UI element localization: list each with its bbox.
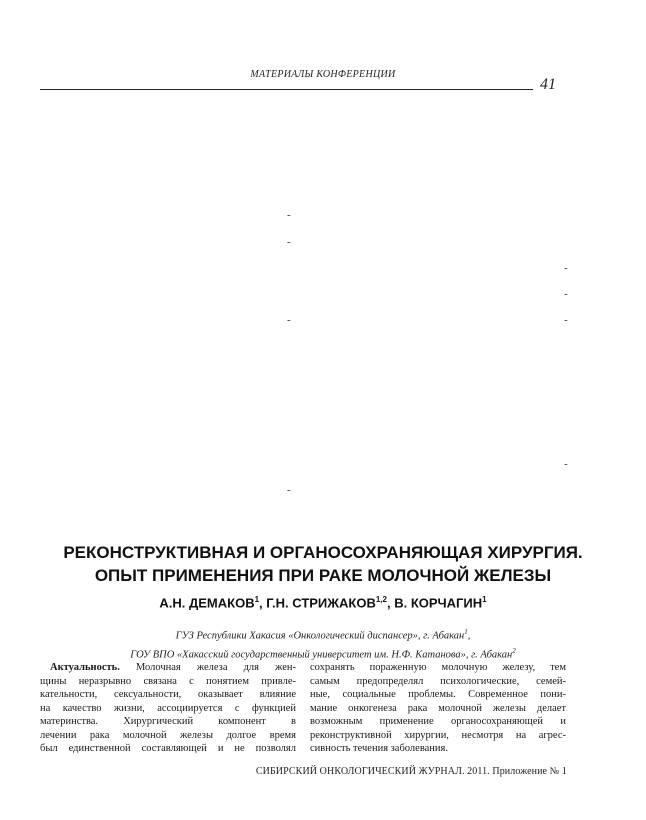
author-affiliation-sup: 1 xyxy=(482,595,487,604)
authors xyxy=(0,595,646,610)
page-number: 41 xyxy=(540,76,556,93)
affiliation-sup: 1 xyxy=(464,628,468,636)
body-line: был единственной составляющей и не позволял xyxy=(40,743,296,754)
affiliation-text: ГОУ ВПО «Хакасский государственный университет им. Н.Ф. Катанова», г. Абакан xyxy=(130,649,513,660)
journal-footer: СИБИРСКИЙ ОНКОЛОГИЧЕСКИЙ ЖУРНАЛ. 2011. Приложение № 1 xyxy=(255,766,567,777)
body-line: сохранять пораженную молочную железу, тем xyxy=(310,662,566,673)
author-affiliation-sup: 1,2 xyxy=(375,595,387,604)
author-affiliation-sup: 1 xyxy=(254,595,260,604)
stray-dash-mark: - xyxy=(287,484,291,496)
stray-dash-mark: - xyxy=(564,314,568,326)
body-line: возможным применение органосохраняющей и xyxy=(310,716,566,727)
stray-dash-mark: - xyxy=(564,458,568,470)
author-separator: , xyxy=(259,595,267,611)
body-line: кательности, сексуальности, оказывает влияние xyxy=(40,689,296,700)
body-line: сивность течения заболевания. xyxy=(310,743,448,754)
body-line: лечении рака молочной железы долгое время xyxy=(40,729,296,741)
body-line: реконструктивной хирургии, несмотря на агрес- xyxy=(310,729,566,741)
running-head: МАТЕРИАЛЫ КОНФЕРЕНЦИИ xyxy=(250,69,396,80)
affiliation-tail: , xyxy=(467,630,471,642)
affiliation-sup: 2 xyxy=(512,646,516,655)
stray-dash-mark: - xyxy=(564,288,568,300)
author-name: В. КОРЧАГИН xyxy=(394,595,483,611)
body-line: мание онкогенеза рака молочной железы делает xyxy=(310,702,566,714)
body-line: ные, социальные проблемы. Современное пони- xyxy=(310,689,566,700)
body-line: Актуальность. Молочная железа для жен- xyxy=(50,662,296,673)
body-line: щины неразрывно связана с понятием привле- xyxy=(40,675,296,687)
header-rule xyxy=(40,89,533,90)
affiliation-line xyxy=(0,644,646,663)
body-line: на качество жизни, ассоциируется с функцией xyxy=(40,702,296,714)
affiliations xyxy=(0,625,646,662)
author-name: Г.Н. СТРИЖАКОВ xyxy=(266,595,376,611)
stray-dash-mark: - xyxy=(287,314,291,326)
body-line: самым предопределял психологические, семей- xyxy=(310,675,566,687)
body-column-left xyxy=(40,661,296,756)
body-line: материнства. Хирургический компонент в xyxy=(40,716,296,727)
article-title xyxy=(0,541,646,587)
body-column-right xyxy=(310,661,566,756)
article-title-line: РЕКОНСТРУКТИВНАЯ И ОРГАНОСОХРАНЯЮЩАЯ ХИРУРГИЯ. xyxy=(63,543,583,562)
stray-dash-mark: - xyxy=(287,236,291,248)
article-title-line: ОПЫТ ПРИМЕНЕНИЯ ПРИ РАКЕ МОЛОЧНОЙ ЖЕЛЕЗЫ xyxy=(94,566,552,585)
author-separator: , xyxy=(386,595,395,611)
affiliation-text: ГУЗ Республики Хакасия «Онкологический диспансер», г. Абакан xyxy=(175,630,465,642)
stray-dash-mark: - xyxy=(287,209,291,221)
affiliation-line xyxy=(0,625,646,644)
section-lead: Актуальность. xyxy=(50,662,120,673)
stray-dash-mark: - xyxy=(564,262,568,274)
author-name: А.Н. ДЕМАКОВ xyxy=(159,595,255,611)
